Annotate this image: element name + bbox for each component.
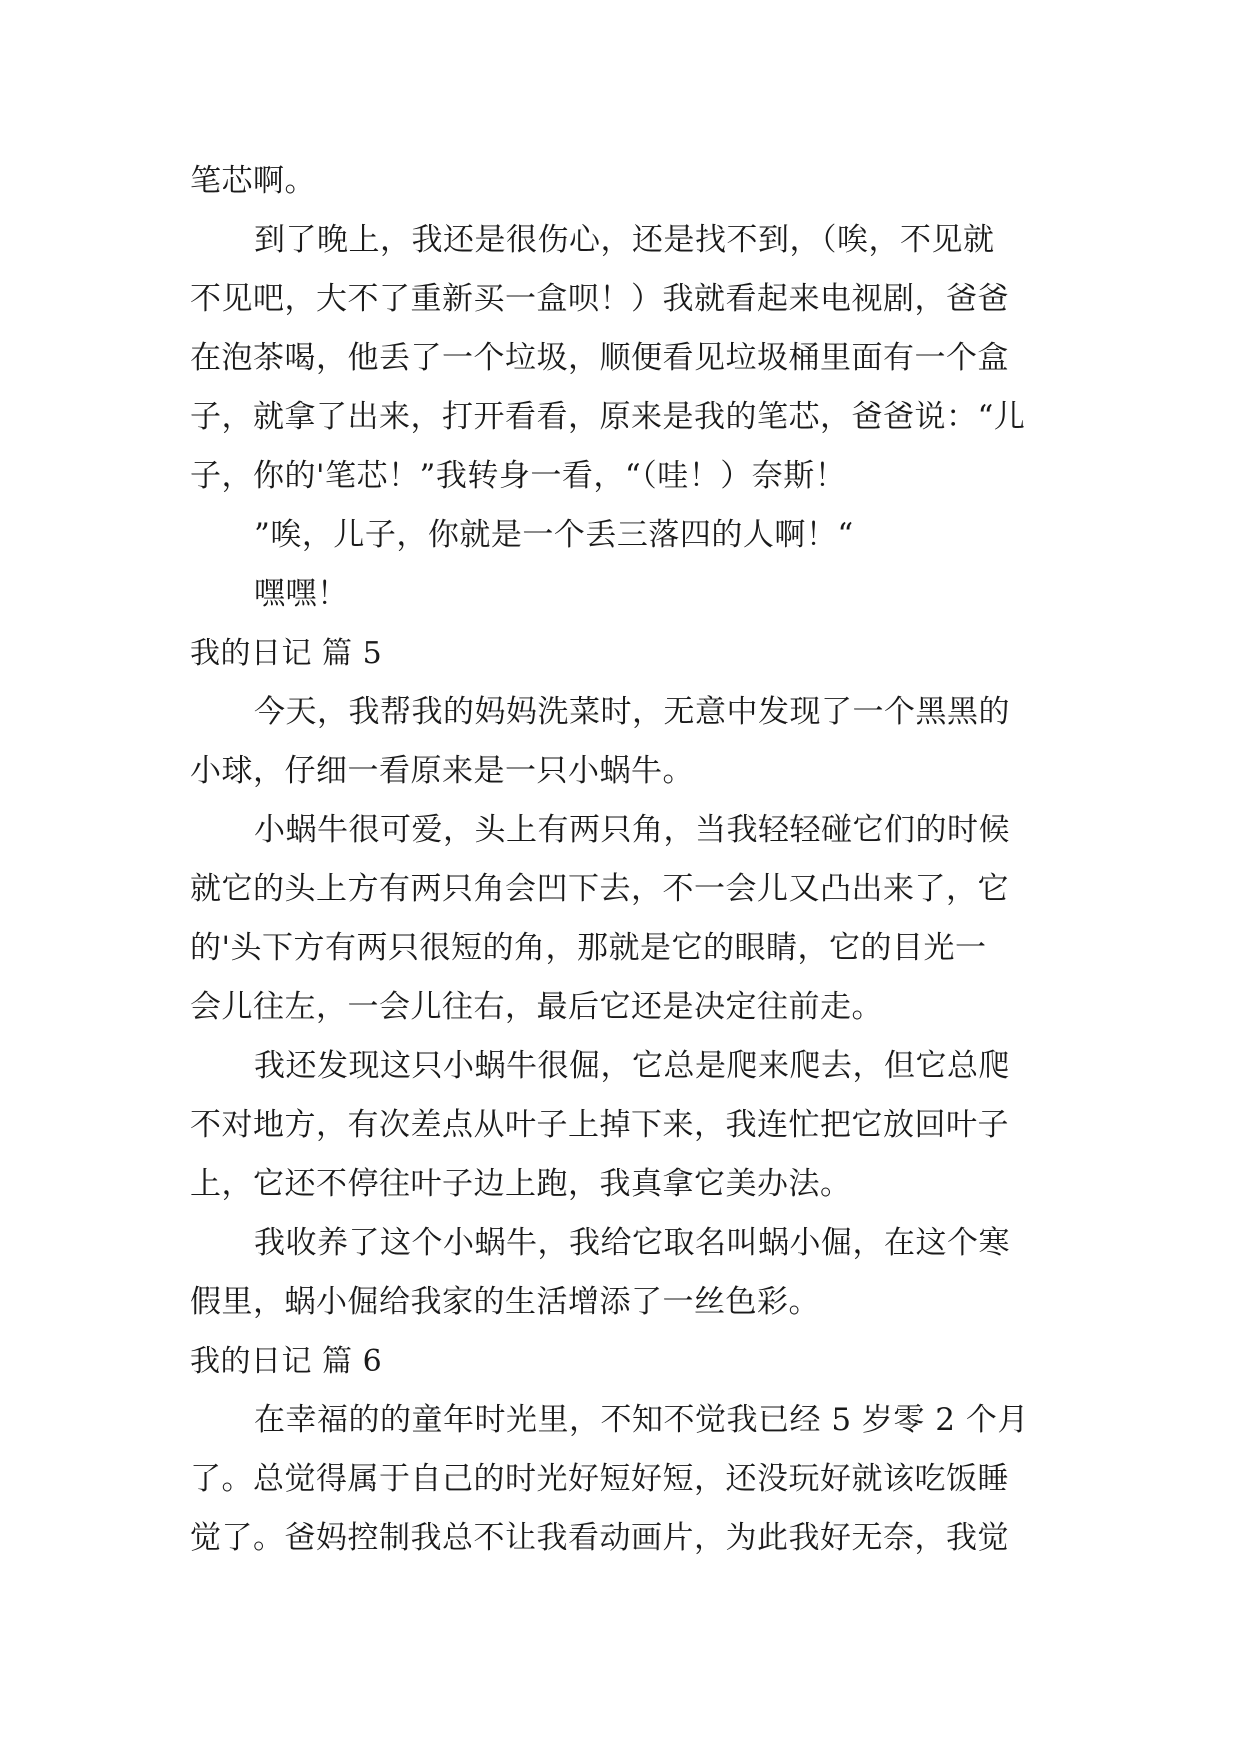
text-line: 小球，仔细一看原来是一只小蜗牛。 [190, 753, 694, 789]
text-line: 嘿嘿！ [254, 576, 349, 612]
text-line: 我还发现这只小蜗牛很倔，它总是爬来爬去，但它总爬 [254, 1048, 1010, 1084]
text-line: 在幸福的的童年时光里，不知不觉我已经 5 岁零 2 个月 [254, 1402, 1029, 1438]
text-line: 我收养了这个小蜗牛，我给它取名叫蜗小倔，在这个寒 [254, 1225, 1010, 1261]
text-line: 今天，我帮我的妈妈洗菜时，无意中发现了一个黑黑的 [254, 694, 1010, 730]
text-line: 假里，蜗小倔给我家的生活增添了一丝色彩。 [190, 1284, 820, 1320]
text-line: 就它的头上方有两只角会凹下去，不一会儿又凸出来了，它 [190, 871, 1009, 907]
text-line: ”唉，儿子，你就是一个丢三落四的人啊！“ [254, 517, 854, 553]
section-heading: 我的日记 篇 5 [190, 636, 383, 671]
text-line: 了。总觉得属于自己的时光好短好短，还没玩好就该吃饭睡 [190, 1461, 1009, 1497]
document-page [190, 152, 1050, 1568]
text-line: 笔芯啊。 [190, 163, 316, 199]
text-line: 上，它还不停往叶子边上跑，我真拿它美办法。 [190, 1166, 852, 1202]
text-line: 不见吧，大不了重新买一盒呗！）我就看起来电视剧，爸爸 [190, 281, 1009, 317]
text-line: 不对地方，有次差点从叶子上掉下来，我连忙把它放回叶子 [190, 1107, 1009, 1143]
text-line: 会儿往左，一会儿往右，最后它还是决定往前走。 [190, 989, 883, 1025]
text-line: 小蜗牛很可爱，头上有两只角，当我轻轻碰它们的时候 [254, 812, 1010, 848]
text-line: 在泡茶喝，他丢了一个垃圾，顺便看见垃圾桶里面有一个盒 [190, 340, 1009, 376]
text-line: 子，就拿了出来，打开看看，原来是我的笔芯，爸爸说：“儿 [190, 399, 1026, 435]
text-line: 觉了。爸妈控制我总不让我看动画片，为此我好无奈，我觉 [190, 1520, 1009, 1556]
text-line: 的'头下方有两只很短的角，那就是它的眼睛，它的目光一 [190, 930, 987, 966]
section-heading: 我的日记 篇 6 [190, 1344, 383, 1379]
text-line: 到了晚上，我还是很伤心，还是找不到，（唉，不见就 [254, 222, 995, 258]
text-line: 子，你的'笔芯！”我转身一看，“（哇！）奈斯！ [190, 458, 847, 494]
